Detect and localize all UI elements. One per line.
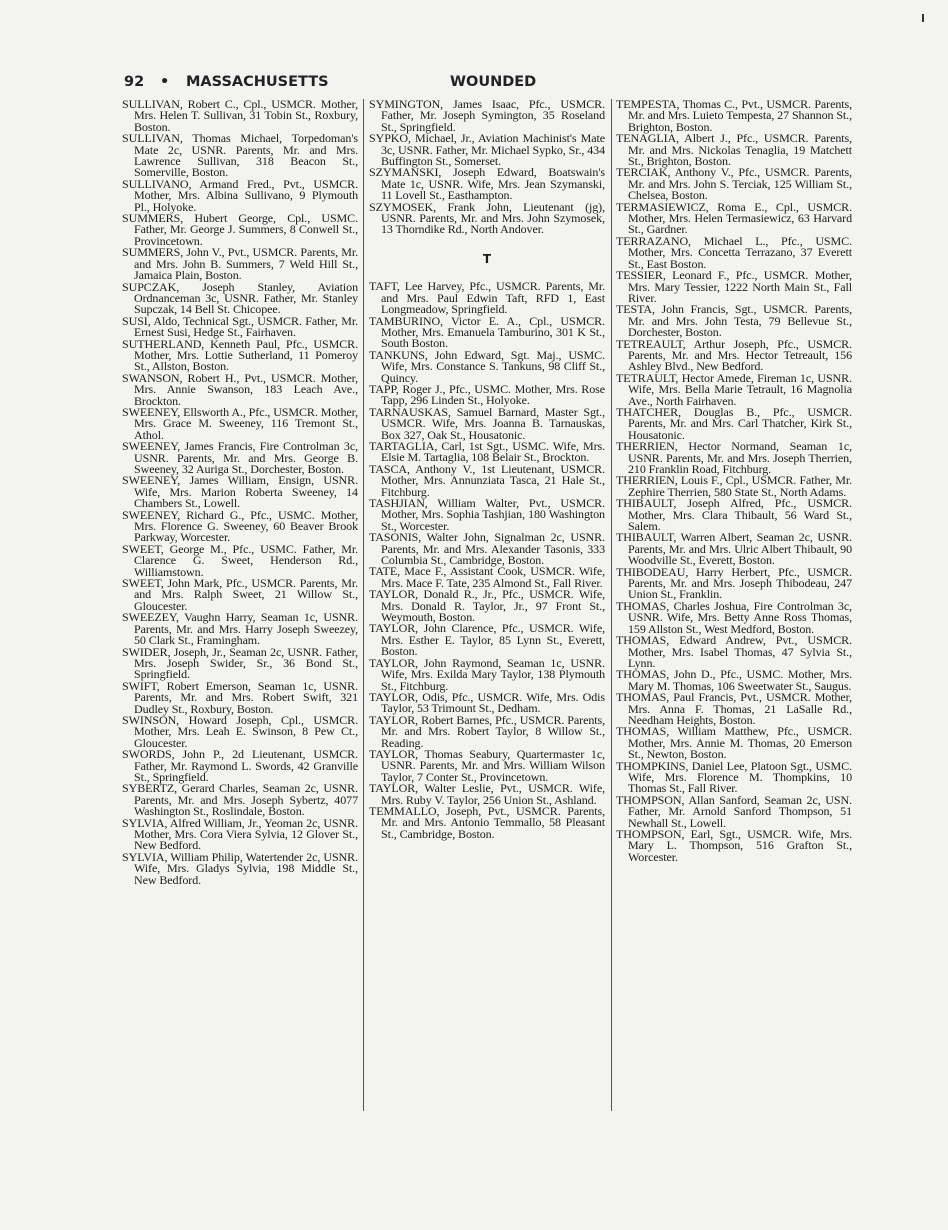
list-entry: THIBAULT, Warren Albert, Seaman 2c, USNR. Parents, Mr. and Mrs. Ulric Albert Thibault, 90 Woodville St., Everett, Boston. [616,530,852,568]
list-entry: TENAGLIA, Albert J., Pfc., USMCR. Parents, Mr. and Mrs. Nickolas Tenaglia, 19 Matchett St., Brighton, Boston. [616,131,852,169]
list-entry: SWANSON, Robert H., Pvt., USMCR. Mother, Mrs. Annie Swanson, 183 Leach Ave., Brockton. [122,370,358,408]
list-entry: THOMPSON, Earl, Sgt., USMCR. Wife, Mrs. Mary L. Thompson, 516 Grafton St., Worcester. [616,827,852,864]
list-entry: SYLVIA, Alfred William, Jr., Yeoman 2c, USNR. Mother, Mrs. Cora Viera Sylvia, 12 Glover St., New Bedford. [122,815,358,853]
list-entry: TASCA, Anthony V., 1st Lieutenant, USMCR. Mother, Mrs. Annunziata Tasca, 21 Hale St., Fitchburg. [369,461,605,499]
list-entry: SZYMOSEK, Frank John, Lieutenant (jg), USNR. Parents, Mr. and Mrs. John Szymosek, 13 Thorndike Rd., North Andover. [369,199,605,237]
list-entry: SWIFT, Robert Emerson, Seaman 1c, USNR. Parents, Mr. and Mrs. Robert Swift, 321 Dudley St., Roxbury, Boston. [122,678,358,716]
list-entry: THOMAS, Edward Andrew, Pvt., USMCR. Mother, Mrs. Isabel Thomas, 47 Sylvia St., Lynn. [616,633,852,670]
column-2-entries-after [369,281,605,840]
list-entry: TARTAGLIA, Carl, 1st Sgt., USMC. Wife, Mrs. Elsie M. Tartaglia, 108 Belair St., Brockton. [369,438,605,465]
column-divider-2 [611,99,612,1111]
list-entry: THIBAULT, Joseph Alfred, Pfc., USMCR. Mother, Mrs. Clara Thibault, 56 Ward St., Salem. [616,496,852,534]
list-entry: SWEET, John Mark, Pfc., USMCR. Parents, Mr. and Mrs. Ralph Sweet, 21 Willow St., Gloucester. [122,576,358,613]
list-entry: TAYLOR, John Clarence, Pfc., USMCR. Wife, Mrs. Esther E. Taylor, 85 Lynn St., Everett, Boston. [369,621,605,659]
list-entry: SYLVIA, William Philip, Watertender 2c, USNR. Wife, Mrs. Gladys Sylvia, 198 Middle St., New Bedford. [122,849,358,887]
list-entry: TAYLOR, Donald R., Jr., Pfc., USMCR. Wife, Mrs. Donald R. Taylor, Jr., 97 Front St., Weymouth, Boston. [369,587,605,625]
list-entry: TATE, Mace F., Assistant Cook, USMCR. Wife, Mrs. Mace F. Tate, 235 Almond St., Fall River. [369,564,605,590]
list-entry: THERRIEN, Louis F., Cpl., USMCR. Father, Mr. Zephire Therrien, 580 State St., North Adams. [616,473,852,499]
list-entry: TESTA, John Francis, Sgt., USMCR. Parents, Mr. and Mrs. John Testa, 79 Bellevue St., Dorchester, Boston. [616,302,852,340]
page-number: 92 [124,74,145,90]
list-entry: SUMMERS, Hubert George, Cpl., USMC. Father, Mr. George J. Summers, 8 Conwell St., Provincetown. [122,211,358,248]
list-entry: TASHJIAN, William Walter, Pvt., USMCR. Mother, Mrs. Sophia Tashjian, 180 Washington St., Worcester. [369,496,605,533]
list-entry: SYBERTZ, Gerard Charles, Seaman 2c, USNR. Parents, Mr. and Mrs. Joseph Sybertz, 4077 Washington St., Roslindale, Boston. [122,781,358,819]
header-bullet: • [160,74,170,90]
list-entry: THOMAS, John D., Pfc., USMC. Mother, Mrs. Mary M. Thomas, 106 Sweetwater St., Saugus. [616,667,852,693]
list-entry: SULLIVAN, Thomas Michael, Torpedoman's Mate 2c, USNR. Parents, Mr. and Mrs. Lawrence Sullivan, 318 Beacon St., Somerville, Boston. [122,131,358,180]
list-entry: SWEEZEY, Vaughn Harry, Seaman 1c, USNR. Parents, Mr. and Mrs. Harry Joseph Sweezey, 50 Clark St., Framingham. [122,610,358,648]
list-entry: THOMAS, Charles Joshua, Fire Controlman 3c, USNR. Wife, Mrs. Betty Anne Ross Thomas, 159 Allston St., West Medford, Boston. [616,598,852,636]
list-entry: SZYMANSKI, Joseph Edward, Boatswain's Mate 1c, USNR. Wife, Mrs. Jean Szymanski, 11 Lovell St., Easthampton. [369,165,605,203]
list-entry: TETREAULT, Arthur Joseph, Pfc., USMCR. Parents, Mr. and Mrs. Hector Tetreault, 156 Ashley Blvd., New Bedford. [616,336,852,374]
list-entry: TEMMALLO, Joseph, Pvt., USMCR. Parents, Mr. and Mrs. Antonio Temmallo, 58 Pleasant St., Cambridge, Boston. [369,803,605,841]
list-entry: SWIDER, Joseph, Jr., Seaman 2c, USNR. Father, Mrs. Joseph Swider, Sr., 36 Bond St., Springfield. [122,644,358,682]
list-entry: SYMINGTON, James Isaac, Pfc., USMCR. Father, Mr. Joseph Symington, 35 Roseland St., Springfield. [369,97,605,134]
list-entry: THERRIEN, Hector Normand, Seaman 1c, USNR. Parents, Mr. and Mrs. Joseph Therrien, 210 Franklin Road, Fitchburg. [616,439,852,476]
page-header [124,74,852,96]
list-entry: TAYLOR, Walter Leslie, Pvt., USMCR. Wife, Mrs. Ruby V. Taylor, 256 Union St., Ashland. [369,781,605,807]
column-3 [616,99,852,863]
list-entry: TAMBURINO, Victor E. A., Cpl., USMCR. Mother, Mrs. Emanuela Tamburino, 301 K St., South Boston. [369,313,605,351]
list-entry: THOMPSON, Allan Sanford, Seaman 2c, USN. Father, Mr. Arnold Sanford Thompson, 51 Newhall St., Lowell. [616,792,852,830]
list-entry: SWORDS, John P., 2d Lieutenant, USMCR. Father, Mr. Raymond L. Swords, 42 Granville St., Springfield. [122,747,358,784]
list-entry: TERMASIEWICZ, Roma E., Cpl., USMCR. Mother, Mrs. Helen Termasiewicz, 63 Harvard St., Gardner. [616,199,852,237]
column-1 [122,99,358,886]
list-entry: TERRAZANO, Michael L., Pfc., USMC. Mother, Mrs. Concetta Terrazano, 37 Everett St., East Boston. [616,233,852,271]
list-entry: TASONIS, Walter John, Signalman 2c, USNR. Parents, Mr. and Mrs. Alexander Tasonis, 333 Columbia St., Cambridge, Boston. [369,530,605,568]
list-entry: TAPP, Roger J., Pfc., USMC. Mother, Mrs. Rose Tapp, 296 Linden St., Holyoke. [369,381,605,408]
list-entry: TAFT, Lee Harvey, Pfc., USMCR. Parents, Mr. and Mrs. Paul Edwin Taft, RFD 1, East Longmeadow, Springfield. [369,279,605,317]
column-2-entries-before [369,99,605,236]
page-mark [922,14,924,22]
list-entry: THIBODEAU, Harry Herbert, Pfc., USMCR. Parents, Mr. and Mrs. Joseph Thibodeau, 247 Union St., Franklin. [616,564,852,602]
list-entry: TAYLOR, Odis, Pfc., USMCR. Wife, Mrs. Odis Taylor, 53 Trimount St., Dedham. [369,689,605,716]
list-entry: SWEET, George M., Pfc., USMC. Father, Mr. Clarence G. Sweet, Henderson Rd., Williamstown. [122,541,358,579]
list-entry: THOMPKINS, Daniel Lee, Platoon Sgt., USMC. Wife, Mrs. Florence M. Thompkins, 10 Thomas St., Fall River. [616,758,852,796]
list-entry: THOMAS, William Matthew, Pfc., USMCR. Mother, Mrs. Annie M. Thomas, 20 Emerson St., Newton, Boston. [616,724,852,762]
list-entry: SWEENEY, James Francis, Fire Controlman 3c, USNR. Parents, Mr. and Mrs. George B. Sweeney, 32 Auriga St., Dorchester, Boston. [122,439,358,476]
column-2 [369,99,605,840]
list-entry: SWINSON, Howard Joseph, Cpl., USMCR. Mother, Mrs. Leah E. Swinson, 8 Pew Ct., Gloucester. [122,712,358,750]
list-entry: SUMMERS, John V., Pvt., USMCR. Parents, Mr. and Mrs. John B. Summers, 7 Weld Hill St., Jamaica Plain, Boston. [122,245,358,283]
list-entry: SWEENEY, Ellsworth A., Pfc., USMCR. Mother, Mrs. Grace M. Sweeney, 116 Tremont St., Athol. [122,404,358,442]
list-entry: SUTHERLAND, Kenneth Paul, Pfc., USMCR. Mother, Mrs. Lottie Sutherland, 11 Pomeroy St., Allston, Boston. [122,336,358,374]
list-entry: SUPCZAK, Joseph Stanley, Aviation Ordnanceman 3c, USNR. Father, Mr. Stanley Supczak, 14 Bell St. Chicopee. [122,279,358,317]
list-entry: TAYLOR, Thomas Seabury, Quartermaster 1c, USNR. Parents, Mr. and Mrs. William Wilson Taylor, 7 Conter St., Provincetown. [369,746,605,784]
list-entry: TERCIAK, Anthony V., Pfc., USMCR. Parents, Mr. and Mrs. John S. Terciak, 125 William St., Chelsea, Boston. [616,165,852,203]
list-entry: TEMPESTA, Thomas C., Pvt., USMCR. Parents, Mr. and Mrs. Luieto Tempesta, 27 Shannon St., Brighton, Boston. [616,97,852,134]
list-entry: SULLIVANO, Armand Fred., Pvt., USMCR. Mother, Mrs. Albina Sullivano, 9 Plymouth Pl., Holyoke. [122,176,358,214]
list-entry: TESSIER, Leonard F., Pfc., USMCR. Mother, Mrs. Mary Tessier, 1222 North Main St., Fall River. [616,268,852,305]
list-entry: SYPKO, Michael, Jr., Aviation Machinist's Mate 3c, USNR. Father, Mr. Michael Sypko, Sr., 434 Buffington St., Somerset. [369,131,605,169]
list-entry: TAYLOR, Robert Barnes, Pfc., USMCR. Parents, Mr. and Mrs. Robert Taylor, 8 Willow St., Reading. [369,712,605,750]
list-entry: TANKUNS, John Edward, Sgt. Maj., USMC. Wife, Mrs. Constance S. Tankuns, 98 Cliff St., Quincy. [369,347,605,385]
header-state: MASSACHUSETTS [186,74,329,90]
list-entry: SULLIVAN, Robert C., Cpl., USMCR. Mother, Mrs. Helen T. Sullivan, 31 Tobin St., Roxbury, Boston. [122,97,358,134]
list-entry: TETRAULT, Hector Amede, Fireman 1c, USNR. Wife, Mrs. Bella Marie Tetrault, 16 Magnolia Ave., North Fairhaven. [616,370,852,408]
list-entry: SUSI, Aldo, Technical Sgt., USMCR. Father, Mr. Ernest Susi, Hedge St., Fairhaven. [122,313,358,340]
list-entry: THOMAS, Paul Francis, Pvt., USMCR. Mother, Mrs. Anna F. Thomas, 21 LaSalle Rd., Needham Heights, Boston. [616,690,852,727]
list-entry: SWEENEY, James William, Ensign, USNR. Wife, Mrs. Marion Roberta Sweeney, 14 Chambers St., Lowell. [122,473,358,511]
list-entry: TARNAUSKAS, Samuel Barnard, Master Sgt., USMCR. Wife, Mrs. Joanna B. Tarnauskas, Box 327, Oak St., Housatonic. [369,404,605,442]
list-entry: TAYLOR, John Raymond, Seaman 1c, USNR. Wife, Mrs. Exilda Mary Taylor, 138 Plymouth St., Fitchburg. [369,655,605,693]
header-section: WOUNDED [450,74,537,90]
column-divider-1 [363,99,364,1111]
section-letter: T [482,251,492,266]
list-entry: THATCHER, Douglas B., Pfc., USMCR. Parents, Mr. and Mrs. Carl Thatcher, Kirk St., Housatonic. [616,404,852,442]
list-entry: SWEENEY, Richard G., Pfc., USMC. Mother, Mrs. Florence G. Sweeney, 60 Beaver Brook Parkway, Worcester. [122,507,358,545]
